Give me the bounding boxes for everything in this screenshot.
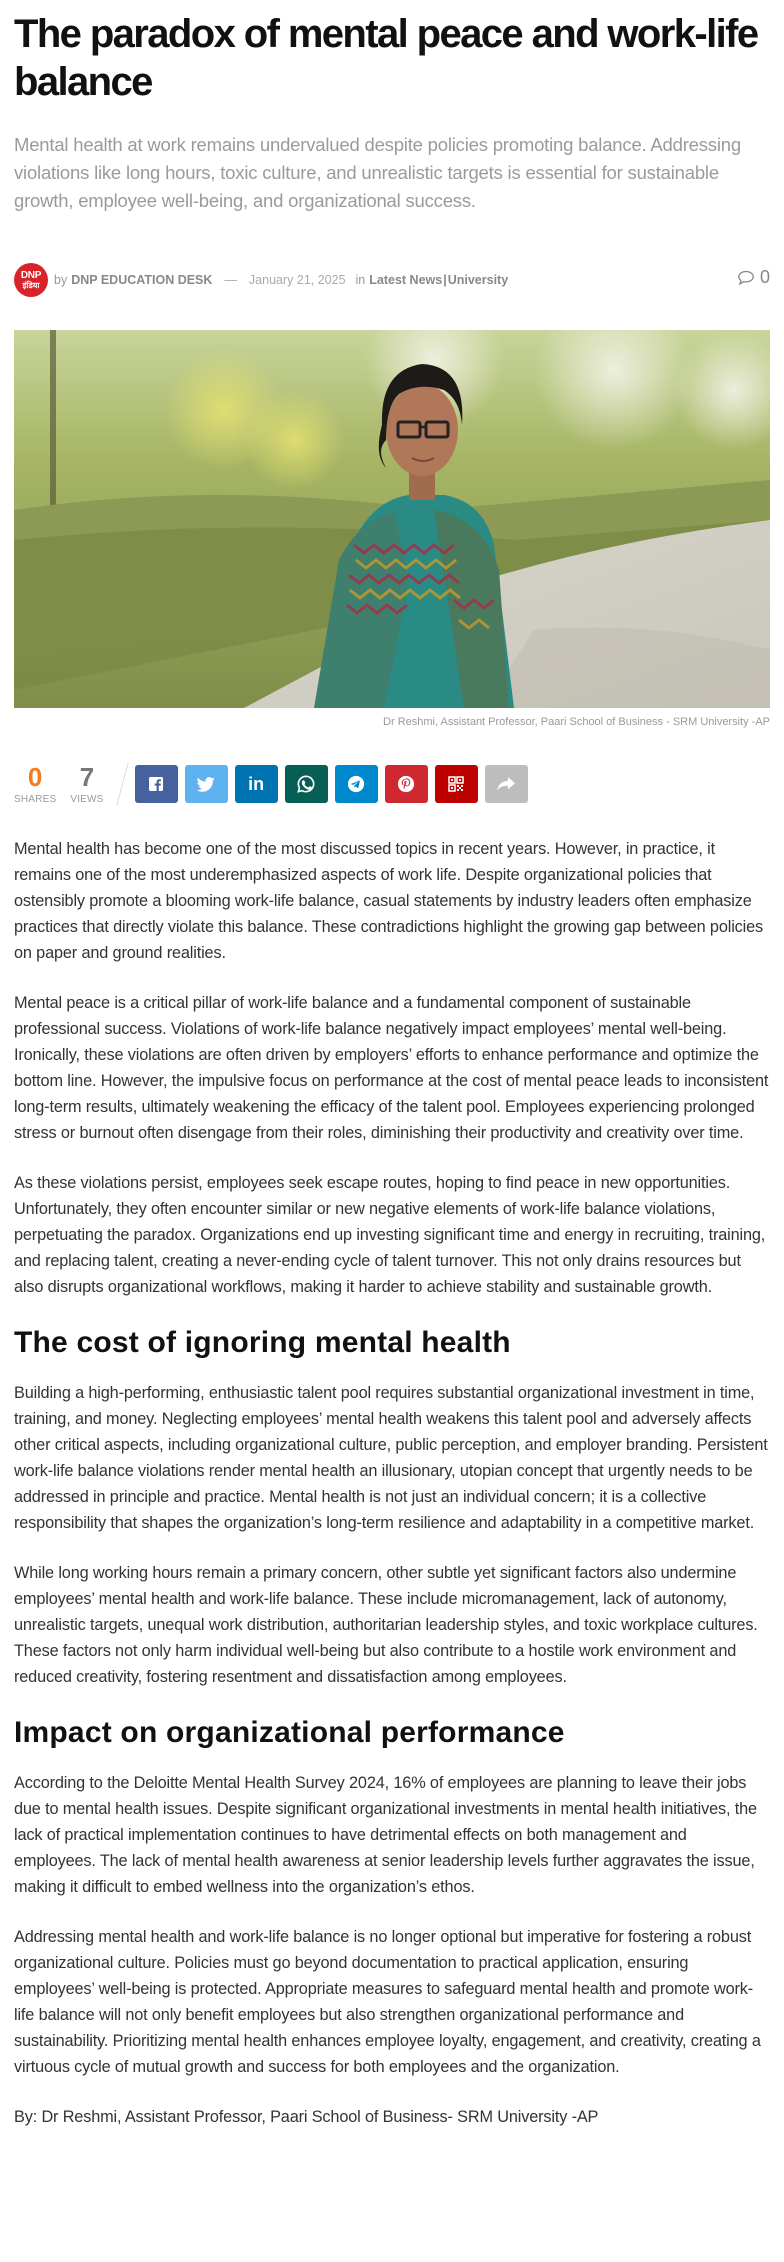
views-stat xyxy=(70,761,104,805)
whatsapp-icon xyxy=(297,775,315,793)
section-heading-impact: Impact on organizational performance xyxy=(14,1716,565,1749)
views-label: VIEWS xyxy=(70,793,104,805)
share-qrcode-button[interactable] xyxy=(435,765,478,803)
category-link-university[interactable]: University xyxy=(447,273,509,287)
body-paragraph: Mental health has become one of the most discussed topics in recent years. However, in practice, it remains one of the most underemphasized aspects of work life. Despite organizational policies that ostensibly promote a blooming work-life balance, casual statements by industry leaders often emphasize practices that directly violate this balance. These contradictions highlight the growing gap between policies on paper and ground realities. xyxy=(14,840,764,962)
shares-count: 0 xyxy=(27,761,43,792)
shares-label: SHARES xyxy=(14,793,57,805)
share-bar xyxy=(14,760,770,808)
meta-dash: — xyxy=(224,273,237,287)
qr-code-icon xyxy=(448,776,464,792)
share-more-button[interactable] xyxy=(485,765,528,803)
share-divider xyxy=(116,763,128,806)
hero-photo xyxy=(14,330,770,708)
twitter-icon xyxy=(197,777,215,792)
body-paragraph: As these violations persist, employees seek escape routes, hoping to find peace in new opportunities. Unfortunately, they often encounter similar or new negative elements of work-life balance violations, perpetuating the paradox. Organizations end up investing significant time and energy in recruiting, training, and replacing talent, creating a never-ending cycle of talent turnover. This not only drains resources but also disrupts organizational workflows, making it harder to achieve stability and sustainable growth. xyxy=(14,1174,766,1296)
by-label: by xyxy=(54,273,68,287)
share-arrow-icon xyxy=(496,776,516,792)
category-separator: | xyxy=(443,273,447,287)
body-paragraph: While long working hours remain a primary concern, other subtle yet significant factors also undermine employees’ mental health and work-life balance. These include micromanagement, lack of autonomy, unrealistic targets, unequal work distribution, authoritarian leadership styles, and toxic workplace cultures. These factors not only harm individual well-being but also contribute to a hostile work environment and reduced creativity, fostering resentment and dissatisfaction among employees. xyxy=(14,1564,758,1686)
publisher-logo[interactable] xyxy=(14,263,48,297)
body-paragraph: According to the Deloitte Mental Health Survey 2024, 16% of employees are planning to leave their jobs due to mental health issues. Despite significant organizational investments in mental health initiatives, the lack of practical implementation continues to have detrimental effects on both management and employees. The lack of mental health awareness at senior leadership levels further aggravates the issue, making it difficult to embed wellness into the organization’s ethos. xyxy=(14,1774,757,1896)
body-paragraph: Mental peace is a critical pillar of work-life balance and a fundamental component of sustainable professional success. Violations of work-life balance negatively impact employees’ mental well-being. Ironically, these violations are often driven by employers’ efforts to enhance performance and optimize the bottom line. However, the impulsive focus on performance at the cost of mental peace leads to inconsistent long-term results, ultimately weakening the efficacy of the talent pool. Employees experiencing prolonged stress or burnout often disengage from their roles, diminishing their productivity and creativity over time. xyxy=(14,994,769,1142)
article-title: The paradox of mental peace and work-life balance xyxy=(14,12,758,104)
share-linkedin-button[interactable] xyxy=(235,765,278,803)
share-telegram-button[interactable] xyxy=(335,765,378,803)
logo-text-line2: इंडिया xyxy=(22,280,40,290)
article-subtitle: Mental health at work remains undervalued despite policies promoting balance. Addressing violations like long hours, toxic culture, and unrealistic targets is essential for sustainable growth, employee well-being, and organizational success. xyxy=(14,134,741,211)
in-label: in xyxy=(355,273,366,287)
share-twitter-button[interactable] xyxy=(185,765,228,803)
hero-caption: Dr Reshmi, Assistant Professor, Paari School of Business - SRM University -AP xyxy=(383,716,770,728)
telegram-icon xyxy=(347,775,365,793)
author-byline: By: Dr Reshmi, Assistant Professor, Paari School of Business- SRM University -AP xyxy=(14,2108,599,2126)
share-pinterest-button[interactable] xyxy=(385,765,428,803)
category-link-latest-news[interactable]: Latest News xyxy=(369,273,443,287)
comment-count: 0 xyxy=(759,267,770,287)
logo-text-line1: DNP xyxy=(20,269,42,281)
pinterest-icon xyxy=(397,775,415,793)
views-count: 7 xyxy=(79,761,95,792)
article-meta xyxy=(14,263,770,297)
body-paragraph: Building a high-performing, enthusiastic talent pool requires substantial organizational investment in time, training, and money. Neglecting employees’ mental health weakens this talent pool and adversely affects other critical aspects, including organizational culture, public perception, and employer branding. Persistent work-life balance violations render mental health an illusionary, utopian concept that urgently needs to be addressed in principle and practice. Mental health is not just an individual concern; it is a collective responsibility that shapes the organization’s long-term resilience and adaptability in a competitive market. xyxy=(14,1384,768,1532)
comment-bubble-icon xyxy=(737,270,755,286)
section-heading-cost: The cost of ignoring mental health xyxy=(14,1326,511,1359)
share-facebook-button[interactable] xyxy=(135,765,178,803)
linkedin-icon: in xyxy=(248,773,265,794)
body-paragraph: Addressing mental health and work-life balance is no longer optional but imperative for fostering a robust organizational culture. Policies must go beyond documentation to practical application, ensuring employees’ well-being is protected. Appropriate measures to safeguard mental health and promote work-life balance will not only benefit employees but also strengthen organizational performance and sustainability. Prioritizing mental health enhances employee loyalty, engagement, and creativity, creating a virtuous cycle of mutual growth and success for both employees and the organization. xyxy=(14,1928,761,2076)
article-body xyxy=(14,836,770,2154)
publish-date: January 21, 2025 xyxy=(248,273,346,287)
shares-stat xyxy=(14,761,57,805)
hero-image xyxy=(14,330,770,708)
author-link[interactable]: DNP EDUCATION DESK xyxy=(71,273,213,287)
share-whatsapp-button[interactable] xyxy=(285,765,328,803)
comments-link[interactable] xyxy=(737,267,770,288)
facebook-icon xyxy=(148,776,164,792)
